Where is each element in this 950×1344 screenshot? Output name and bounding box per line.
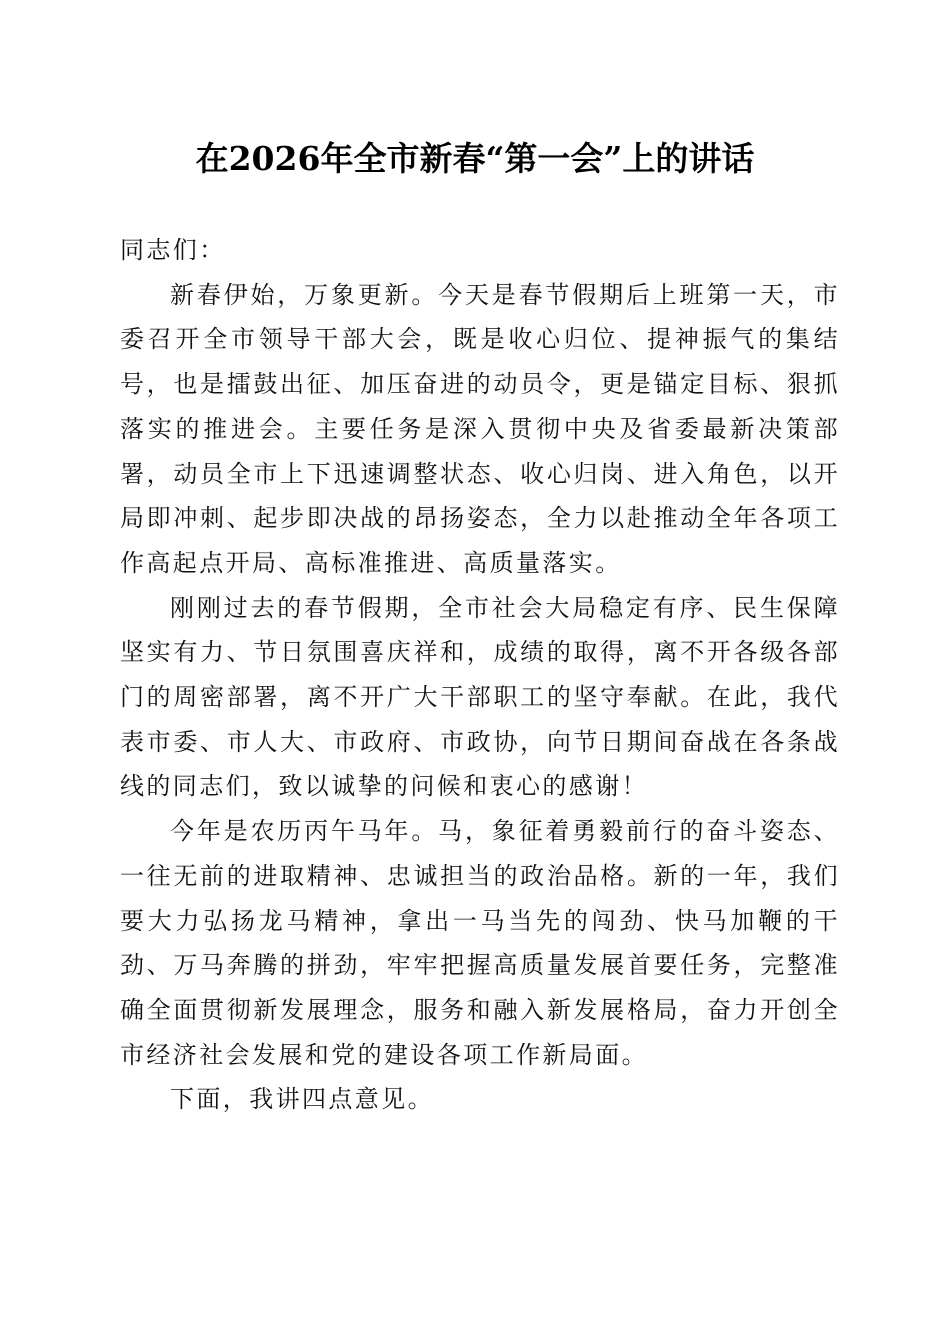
document-body	[120, 228, 840, 1122]
paragraph-transition: 下面，我讲四点意见。	[170, 1085, 434, 1114]
paragraph-thanks: 刚刚过去的春节假期，全市社会大局稳定有序、民生保障坚实有力、节日氛围喜庆祥和，成绩的取得，离不开各级各部门的周密部署，离不开广大干部职工的坚守奉献。在此，我代表市委、市人大、市政府、市政协，向节日期间奋战在各条战线的同志们，致以诚挚的问候和衷心的感谢！	[120, 593, 840, 801]
document-title: 在2026年全市新春“第一会”上的讲话	[195, 139, 755, 178]
paragraph-horse-year: 今年是农历丙午马年。马，象征着勇毅前行的奋斗姿态、一往无前的进取精神、忠诚担当的政治品格。新的一年，我们要大力弘扬龙马精神，拿出一马当先的闯劲、快马加鞭的干劲、万马奔腾的拼劲，牢牢把握高质量发展首要任务，完整准确全面贯彻新发展理念，服务和融入新发展格局，奋力开创全市经济社会发展和党的建设各项工作新局面。	[120, 817, 840, 1069]
salutation: 同志们：	[120, 236, 226, 264]
paragraph-opening: 新春伊始，万象更新。今天是春节假期后上班第一天，市委召开全市领导干部大会，既是收心归位、提神振气的集结号，也是擂鼓出征、加压奋进的动员令，更是锚定目标、狠抓落实的推进会。主要任务是深入贯彻中央及省委最新决策部署，动员全市上下迅速调整状态、收心归岗、进入角色，以开局即冲刺、起步即决战的昂扬姿态，全力以赴推动全年各项工作高起点开局、高标准推进、高质量落实。	[120, 280, 840, 577]
